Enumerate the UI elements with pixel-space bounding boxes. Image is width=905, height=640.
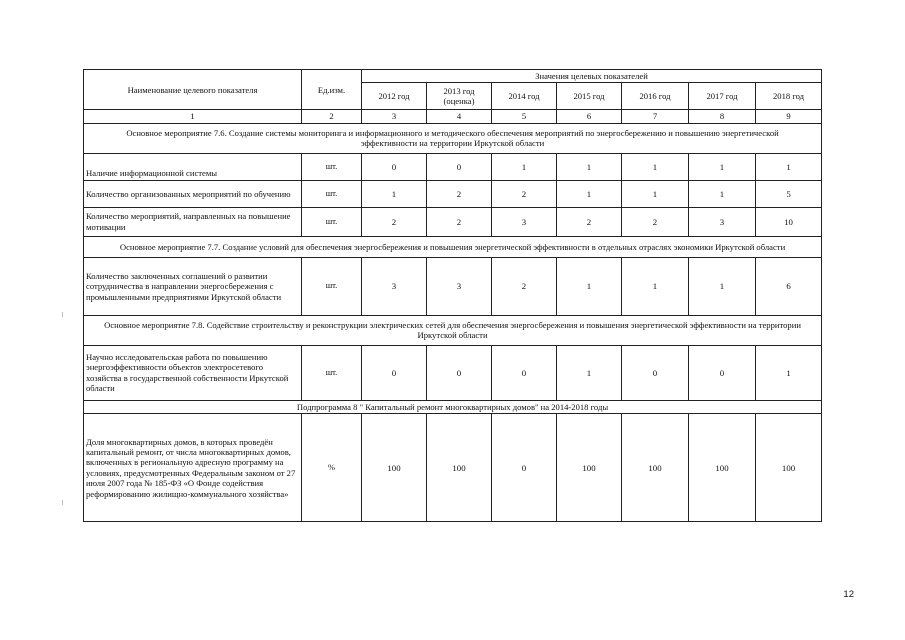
indicator-name: Доля многоквартирных домов, в которых проведён капитальный ремонт, от числа многоквартирных домов, включенных в региональную адресную программу на условиях, предусмотренных Федеральным законом от 27 июля 2007 года № 185-ФЗ «О Фонде содействия реформированию жилищно-коммунального хозяйства»: [84, 414, 302, 522]
scan-mark: [62, 312, 63, 317]
section-row: [84, 123, 822, 153]
indicator-value: 100: [557, 414, 622, 522]
column-number: 5: [492, 110, 557, 123]
column-number: 4: [427, 110, 492, 123]
indicator-value: 1: [492, 153, 557, 180]
indicator-value: 1: [622, 180, 689, 207]
section-title: Подпрограмма 8 " Капитальный ремонт многоквартирных домов" на 2014-2018 годы: [84, 400, 822, 413]
indicator-value: 6: [756, 257, 822, 315]
indicator-value: 0: [362, 153, 427, 180]
indicator-value: 0: [492, 414, 557, 522]
column-number: 7: [622, 110, 689, 123]
indicator-value: 2: [427, 207, 492, 236]
indicator-value: 2: [362, 207, 427, 236]
indicator-value: 1: [622, 257, 689, 315]
indicator-value: 2: [492, 180, 557, 207]
indicator-name: Количество организованных мероприятий по обучению: [84, 180, 302, 207]
section-title: Основное мероприятие 7.6. Создание системы мониторинга и информационного и методического обеспечения мероприятий по энергосбережению и повышению энергетической эффективности на территории Иркутской области: [84, 123, 822, 153]
header-unit: Ед.изм.: [302, 70, 362, 110]
indicator-value: 3: [362, 257, 427, 315]
indicator-unit: шт.: [302, 257, 362, 315]
header-year: 2017 год: [689, 83, 756, 110]
indicator-value: 1: [689, 180, 756, 207]
column-number: 3: [362, 110, 427, 123]
section-title: Основное мероприятие 7.7. Создание условий для обеспечения энергосбережения и повышения энергетической эффективности в отдельных отраслях экономики Иркутской области: [84, 236, 822, 257]
indicator-value: 2: [427, 180, 492, 207]
indicator-value: 1: [362, 180, 427, 207]
column-number: 2: [302, 110, 362, 123]
indicator-value: 1: [689, 153, 756, 180]
column-number: 9: [756, 110, 822, 123]
header-year: 2018 год: [756, 83, 822, 110]
page-number: 12: [843, 589, 854, 600]
indicator-value: 0: [492, 345, 557, 400]
indicator-value: 1: [756, 345, 822, 400]
indicator-value: 0: [427, 345, 492, 400]
indicator-value: 2: [492, 257, 557, 315]
indicator-unit: шт.: [302, 180, 362, 207]
header-year: 2015 год: [557, 83, 622, 110]
scan-mark: [62, 500, 63, 505]
indicator-value: 1: [756, 153, 822, 180]
header-year: 2016 год: [622, 83, 689, 110]
indicator-value: 1: [557, 180, 622, 207]
indicator-value: 5: [756, 180, 822, 207]
indicator-unit: шт.: [302, 153, 362, 180]
indicator-value: 100: [362, 414, 427, 522]
table-row: [84, 207, 822, 236]
table-row: [84, 153, 822, 180]
indicator-value: 100: [427, 414, 492, 522]
indicator-unit: шт.: [302, 345, 362, 400]
column-number: 6: [557, 110, 622, 123]
indicator-value: 0: [689, 345, 756, 400]
target-indicators-table: [83, 69, 822, 522]
column-number-row: [84, 110, 822, 123]
indicator-value: 1: [557, 257, 622, 315]
indicator-value: 0: [362, 345, 427, 400]
indicator-value: 2: [622, 207, 689, 236]
column-number: 8: [689, 110, 756, 123]
indicator-value: 1: [689, 257, 756, 315]
indicator-name: Количество мероприятий, направленных на повышение мотивации: [84, 207, 302, 236]
header-values-group: Значения целевых показателей: [362, 70, 822, 83]
column-number: 1: [84, 110, 302, 123]
header-year: 2013 год (оценка): [427, 83, 492, 110]
indicator-value: 3: [492, 207, 557, 236]
indicator-value: 1: [557, 345, 622, 400]
indicator-value: 1: [622, 153, 689, 180]
section-row: [84, 400, 822, 413]
indicator-value: 0: [427, 153, 492, 180]
indicator-value: 2: [557, 207, 622, 236]
section-row: [84, 315, 822, 345]
indicator-value: 10: [756, 207, 822, 236]
header-year: 2014 год: [492, 83, 557, 110]
indicator-value: 1: [557, 153, 622, 180]
indicator-name: Количество заключенных соглашений о развитии сотрудничества в направлении энергосбережения с промышленными предприятиями Иркутской области: [84, 257, 302, 315]
indicator-unit: %: [302, 414, 362, 522]
table-row: [84, 414, 822, 522]
indicator-value: 100: [689, 414, 756, 522]
header-year: 2012 год: [362, 83, 427, 110]
table-row: [84, 180, 822, 207]
header-row-group: [84, 70, 822, 83]
indicator-unit: шт.: [302, 207, 362, 236]
section-title: Основное мероприятие 7.8. Содействие строительству и реконструкции электрических сетей для обеспечения энергосбережения и повышения энергетической эффективности на территории Иркутской области: [84, 315, 822, 345]
table-row: [84, 257, 822, 315]
indicator-value: 100: [756, 414, 822, 522]
indicator-value: 0: [622, 345, 689, 400]
header-indicator-name: Наименование целевого показателя: [84, 70, 302, 110]
indicator-value: 3: [689, 207, 756, 236]
table-row: [84, 345, 822, 400]
indicator-name: Наличие информационной системы: [84, 153, 302, 180]
indicator-name: Научно исследовательская работа по повышению энергоэффективности объектов электросетевого хозяйства в государственной собственности Иркутской области: [84, 345, 302, 400]
section-row: [84, 236, 822, 257]
indicator-value: 3: [427, 257, 492, 315]
indicator-value: 100: [622, 414, 689, 522]
